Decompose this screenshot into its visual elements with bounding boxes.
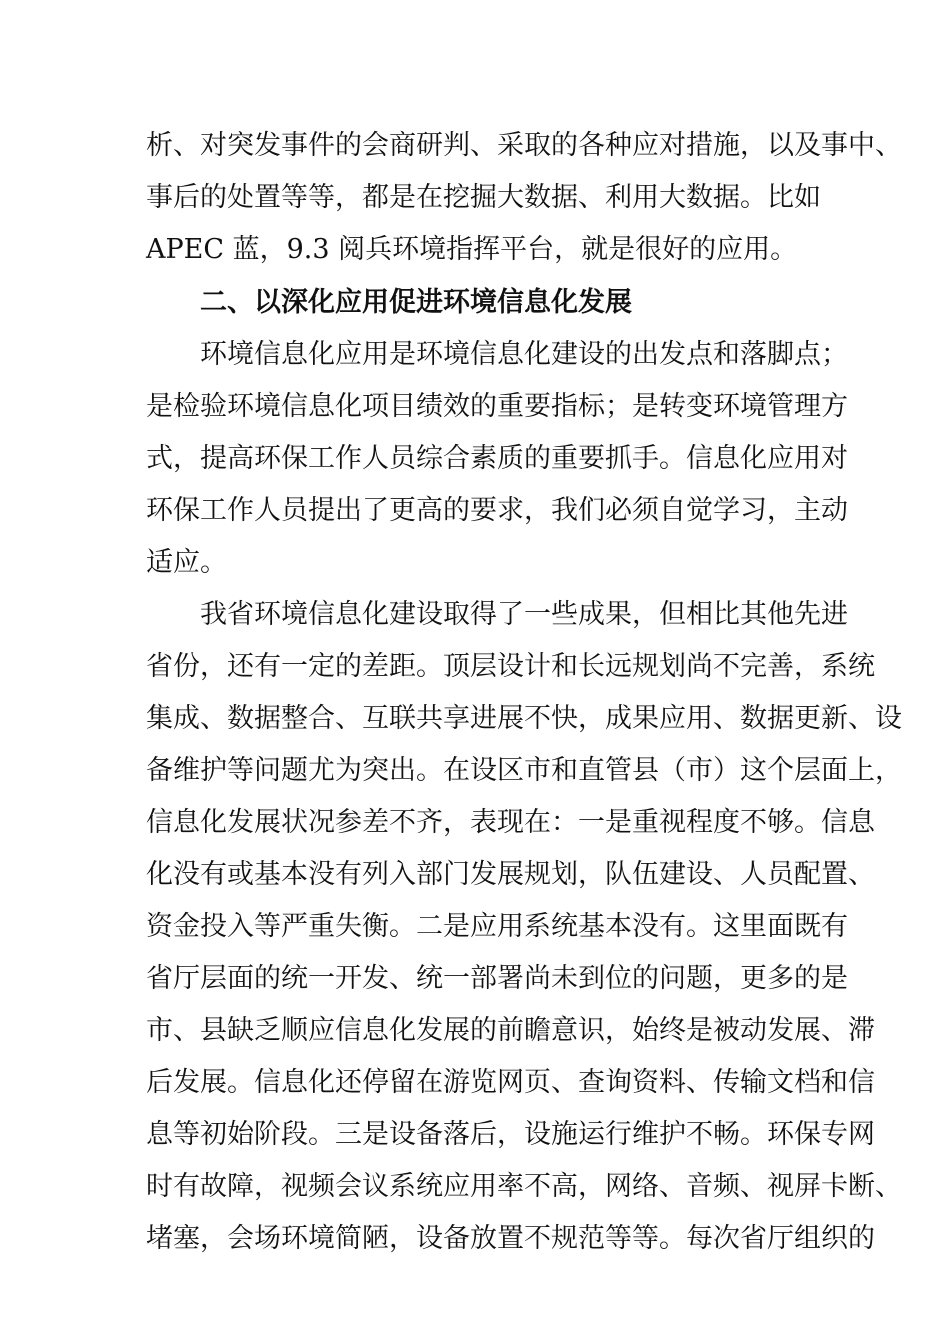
section-heading: 二、以深化应用促进环境信息化发展: [200, 287, 632, 318]
paragraph-line: 我省环境信息化建设取得了一些成果，但相比其他先进: [200, 599, 848, 630]
paragraph-line: 资金投入等严重失衡。二是应用系统基本没有。这里面既有: [146, 911, 848, 942]
paragraph-line: 适应。: [146, 547, 227, 578]
paragraph-line: 环境信息化应用是环境信息化建设的出发点和落脚点；: [200, 339, 848, 370]
paragraph-line: 化没有或基本没有列入部门发展规划，队伍建设、人员配置、: [146, 859, 875, 890]
paragraph-line: 时有故障，视频会议系统应用率不高，网络、音频、视屏卡断、: [146, 1171, 902, 1202]
paragraph-line: 堵塞，会场环境简陋，设备放置不规范等等。每次省厅组织的: [146, 1223, 875, 1254]
paragraph-line: 析、对突发事件的会商研判、采取的各种应对措施，以及事中、: [146, 130, 902, 161]
paragraph-line: 是检验环境信息化项目绩效的重要指标；是转变环境管理方: [146, 391, 848, 422]
paragraph-line: 省厅层面的统一开发、统一部署尚未到位的问题，更多的是: [146, 963, 848, 994]
paragraph-line: 事后的处置等等，都是在挖掘大数据、利用大数据。比如: [146, 182, 821, 213]
paragraph-line: 息等初始阶段。三是设备落后，设施运行维护不畅。环保专网: [146, 1119, 875, 1150]
paragraph-line: 后发展。信息化还停留在游览网页、查询资料、传输文档和信: [146, 1067, 875, 1098]
paragraph-line: APEC 蓝，9.3 阅兵环境指挥平台，就是很好的应用。: [146, 234, 798, 265]
paragraph-line: 集成、数据整合、互联共享进展不快，成果应用、数据更新、设: [146, 703, 902, 734]
paragraph-line: 省份，还有一定的差距。顶层设计和长远规划尚不完善，系统: [146, 651, 875, 682]
paragraph-line: 备维护等问题尤为突出。在设区市和直管县（市）这个层面上，: [146, 755, 902, 786]
paragraph-line: 信息化发展状况参差不齐，表现在：一是重视程度不够。信息: [146, 807, 875, 838]
paragraph-line: 环保工作人员提出了更高的要求，我们必须自觉学习，主动: [146, 495, 848, 526]
paragraph-line: 市、县缺乏顺应信息化发展的前瞻意识，始终是被动发展、滞: [146, 1015, 875, 1046]
paragraph-line: 式，提高环保工作人员综合素质的重要抓手。信息化应用对: [146, 443, 848, 474]
